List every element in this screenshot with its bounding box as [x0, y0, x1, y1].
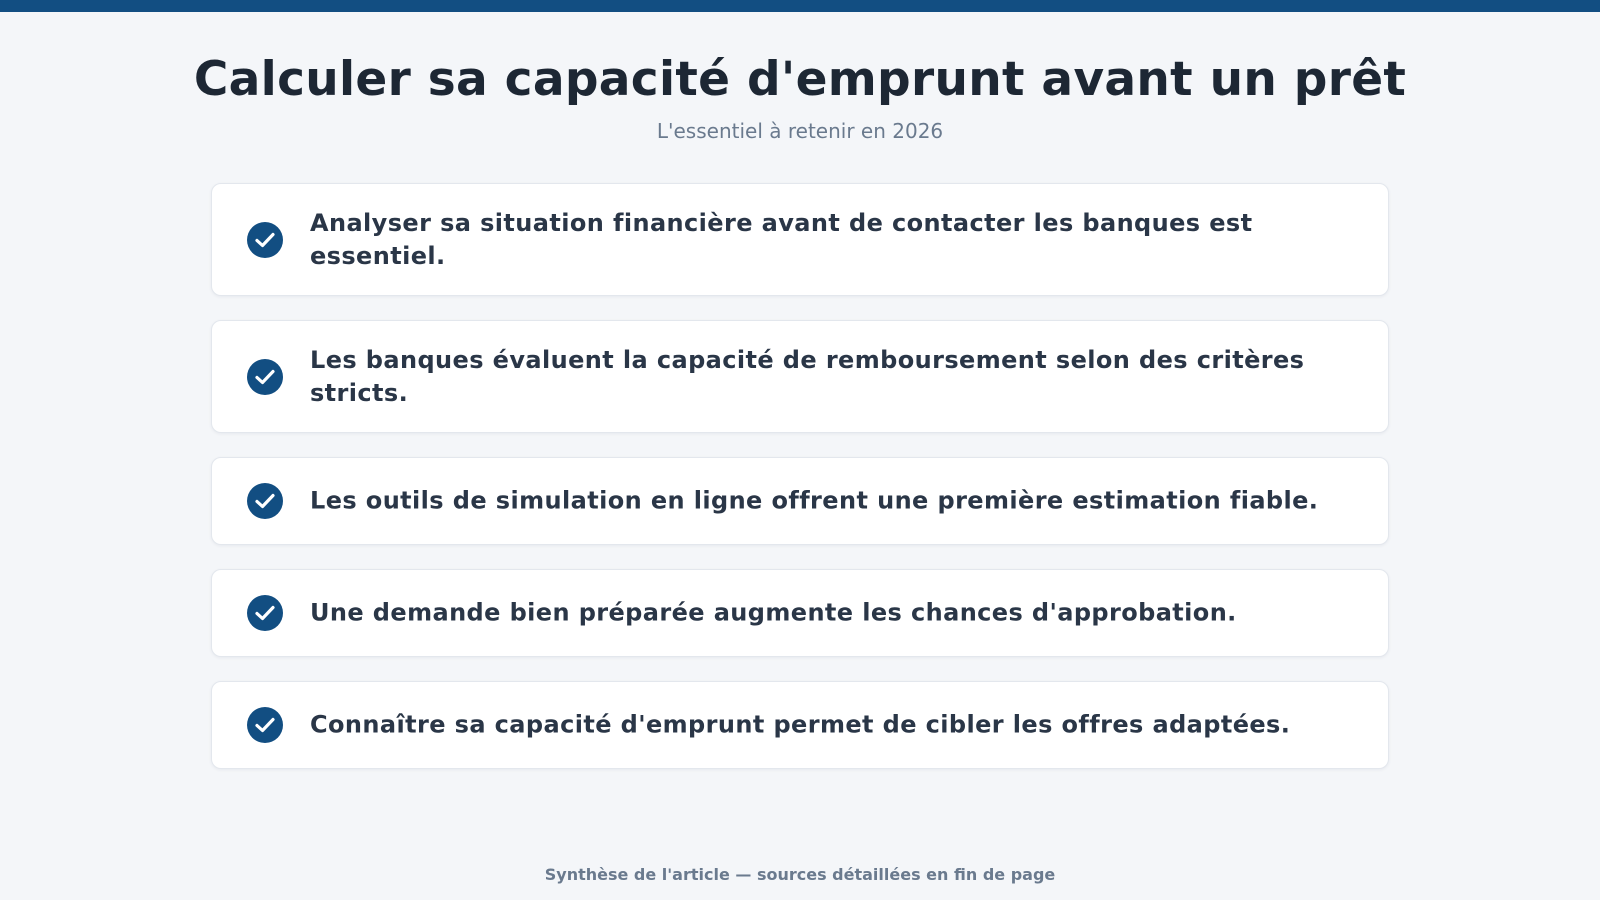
key-point-text: Connaître sa capacité d'emprunt permet de cibler les offres adaptées.: [310, 710, 1291, 739]
key-point-card-1: [211, 183, 1389, 296]
key-point-card-4: [211, 569, 1389, 657]
key-point-card-5: [211, 681, 1389, 769]
key-point-text: Analyser sa situation financière avant de contacter les banques est essentiel.: [310, 208, 1253, 270]
key-point-card-3: [211, 457, 1389, 545]
key-point-text: Les outils de simulation en ligne offrent une première estimation fiable.: [310, 486, 1319, 515]
page-subtitle: L'essentiel à retenir en 2026: [656, 119, 944, 143]
check-circle-icon: [247, 483, 283, 519]
footer-note: Synthèse de l'article — sources détaillées en fin de page: [544, 865, 1056, 884]
check-circle-icon: [247, 359, 283, 395]
check-circle-icon: [247, 707, 283, 743]
key-point-card-2: [211, 320, 1389, 433]
key-point-text: Les banques évaluent la capacité de remboursement selon des critères stricts.: [310, 345, 1305, 407]
check-circle-icon: [247, 595, 283, 631]
check-circle-icon: [247, 222, 283, 258]
page-title: Calculer sa capacité d'emprunt avant un prêt: [193, 52, 1407, 107]
key-point-text: Une demande bien préparée augmente les chances d'approbation.: [310, 598, 1237, 627]
top-accent-bar: [0, 0, 1600, 12]
